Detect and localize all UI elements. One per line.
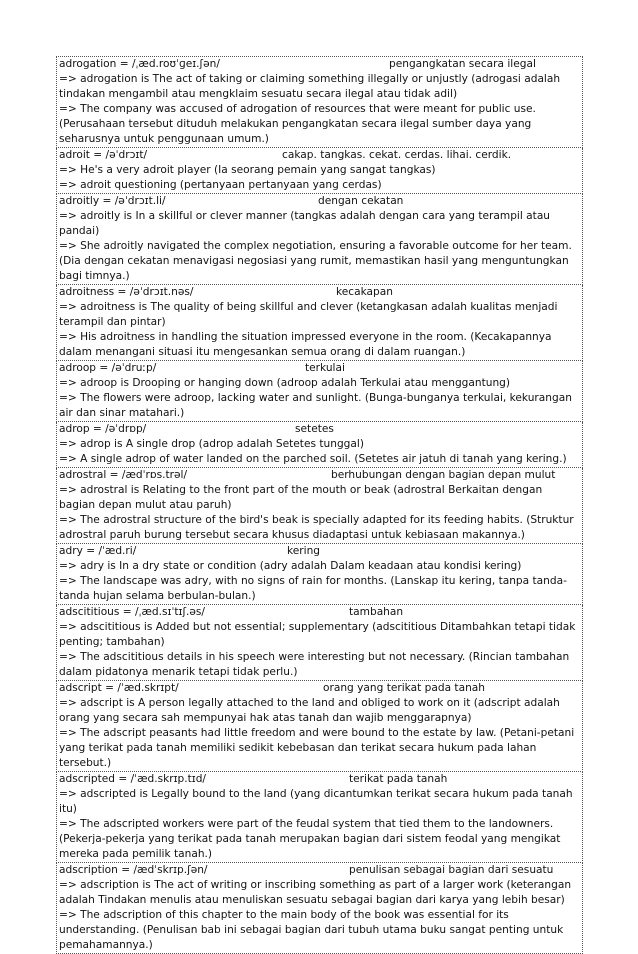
entry-adrop xyxy=(56,422,583,468)
translation: terkulai xyxy=(305,362,345,374)
example: => The adscript peasants had little freedom and were bound to the estate by law. (Petani-petani yang terikat pada tanah memiliki sedikit kebebasan dan terikat secara hukum pada lahan tersebut.) xyxy=(59,727,575,769)
entry-adroitness xyxy=(56,285,583,361)
headword: adroop = /əˈdruːp/ xyxy=(59,362,157,374)
example: => The adrostral structure of the bird's beak is specially adapted for its feeding habits. (Struktur adrostral paruh burung tersebut secara khusus diadaptasi untuk kebiasaan makannya.) xyxy=(59,514,574,541)
example: => The landscape was adry, with no signs of rain for months. (Lanskap itu kering, tanpa tanda-tanda hujan selama berbulan-bulan.) xyxy=(59,575,567,602)
translation: terikat pada tanah xyxy=(349,773,448,785)
entry-header xyxy=(59,681,580,696)
translation: dengan cekatan xyxy=(318,195,404,207)
headword: adrop = /əˈdrɒp/ xyxy=(59,423,147,435)
translation: penulisan sebagai bagian dari sesuatu xyxy=(349,864,554,876)
translation: berhubungan dengan bagian depan mulut xyxy=(331,469,556,481)
entry-adscripted xyxy=(56,772,583,863)
entry-header xyxy=(59,772,580,787)
headword: adscription = /ædˈskrɪp.ʃən/ xyxy=(59,864,208,876)
definition: => adry is In a dry state or condition (adry adalah Dalam keadaan atau kondisi kering) xyxy=(59,560,522,572)
entry-header xyxy=(59,361,580,376)
entry-adroitly xyxy=(56,194,583,285)
example: => The company was accused of adrogation of resources that were meant for public use. (Perusahaan tersebut dituduh melakukan pengangkatan secara ilegal sumber daya yang seharusnya untuk penggunaan umum.) xyxy=(59,103,536,145)
example: => adroit questioning (pertanyaan pertanyaan yang cerdas) xyxy=(59,179,382,191)
entry-adscript xyxy=(56,681,583,772)
entry-adroit xyxy=(56,148,583,194)
definition: => adroop is Drooping or hanging down (adroop adalah Terkulai atau menggantung) xyxy=(59,377,511,389)
translation: cakap. tangkas. cekat. cerdas. lihai. cerdik. xyxy=(282,149,512,161)
headword: adry = /ˈæd.ri/ xyxy=(59,545,137,557)
translation: kecakapan xyxy=(336,286,393,298)
definition: => adrop is A single drop (adrop adalah Setetes tunggal) xyxy=(59,438,364,450)
definition: => adroitly is In a skillful or clever manner (tangkas adalah dengan cara yang terampil atau pandai) xyxy=(59,210,551,237)
example: => The adscripted workers were part of the feudal system that tied them to the landowners. (Pekerja-pekerja yang terikat pada tanah merupakan bagian dari sistem feodal yang mengikat mereka pada pemilik tanah.) xyxy=(59,818,561,860)
example: => She adroitly navigated the complex negotiation, ensuring a favorable outcome for her team. (Dia dengan cekatan menavigasi negosiasi yang rumit, memastikan hasil yang menguntungkan bagi timnya.) xyxy=(59,240,572,282)
headword: adroit = /əˈdrɔɪt/ xyxy=(59,149,148,161)
entry-header xyxy=(59,863,580,878)
translation: setetes xyxy=(295,423,334,435)
definition: => adscript is A person legally attached to the land and obliged to work on it (adscript adalah orang yang secara sah mempunyai hak atas tanah dan wajib menggarapnya) xyxy=(59,697,560,724)
definition: => adroitness is The quality of being skillful and clever (ketangkasan adalah kualitas menjadi terampil dan pintar) xyxy=(59,301,558,328)
definition: => adscititious is Added but not essential; supplementary (adscititious Ditambahkan tetapi tidak penting; tambahan) xyxy=(59,621,576,648)
example: => His adroitness in handling the situation impressed everyone in the room. (Kecakapannya dalam menangani situasi itu mengesankan semua orang di dalam ruangan.) xyxy=(59,331,552,358)
dictionary-page xyxy=(56,56,583,954)
headword: adscititious = /ˌæd.sɪˈtɪʃ.əs/ xyxy=(59,606,205,618)
entry-adry xyxy=(56,544,583,605)
entry-header xyxy=(59,544,580,559)
definition: => adscripted is Legally bound to the land (yang dicantumkan terikat secara hukum pada tanah itu) xyxy=(59,788,573,815)
headword: adscripted = /ˈæd.skrɪp.tɪd/ xyxy=(59,773,206,785)
headword: adroitness = /əˈdrɔɪt.nəs/ xyxy=(59,286,194,298)
entry-header xyxy=(59,194,580,209)
entry-adrostral xyxy=(56,468,583,544)
definition: => adrostral is Relating to the front part of the mouth or beak (adrostral Berkaitan dengan bagian depan mulut atau paruh) xyxy=(59,484,543,511)
entry-header xyxy=(59,285,580,300)
entry-adroop xyxy=(56,361,583,422)
example: => The adscription of this chapter to the main body of the book was essential for its understanding. (Penulisan bab ini sebagai bagian dari tubuh utama buku sangat penting untuk pemahamannya.) xyxy=(59,909,564,951)
headword: adrogation = /ˌæd.roʊˈɡeɪ.ʃən/ xyxy=(59,58,220,70)
translation: kering xyxy=(287,545,321,557)
translation: pengangkatan secara ilegal xyxy=(389,58,536,70)
example: => The flowers were adroop, lacking water and sunlight. (Bunga-bunganya terkulai, kekurangan air dan sinar matahari.) xyxy=(59,392,572,419)
definition: => adrogation is The act of taking or claiming something illegally or unjustly (adrogasi adalah tindakan mengambil atau mengklaim sesuatu secara ilegal atau tidak adil) xyxy=(59,73,561,100)
translation: orang yang terikat pada tanah xyxy=(323,682,485,694)
definition: => adscription is The act of writing or inscribing something as part of a larger work (keterangan adalah Tindakan menulis atau menuliskan sesuatu sebagai bagian dari karya yang lebih besar) xyxy=(59,879,572,906)
headword: adroitly = /əˈdrɔɪt.li/ xyxy=(59,195,166,207)
entry-header xyxy=(59,422,580,437)
example: => A single adrop of water landed on the parched soil. (Setetes air jatuh di tanah yang kering.) xyxy=(59,453,567,465)
headword: adscript = /ˈæd.skrɪpt/ xyxy=(59,682,179,694)
entry-adscription xyxy=(56,863,583,954)
translation: tambahan xyxy=(349,606,404,618)
definition: => He's a very adroit player (Ia seorang pemain yang sangat tangkas) xyxy=(59,164,436,176)
entry-header xyxy=(59,57,580,72)
entry-adscititious xyxy=(56,605,583,681)
example: => The adscititious details in his speech were interesting but not necessary. (Rincian tambahan dalam pidatonya menarik tetapi tidak perlu.) xyxy=(59,651,570,678)
entry-header xyxy=(59,148,580,163)
entry-adrogation xyxy=(56,56,583,148)
entry-header xyxy=(59,468,580,483)
headword: adrostral = /ædˈrɒs.trəl/ xyxy=(59,469,188,481)
entry-header xyxy=(59,605,580,620)
